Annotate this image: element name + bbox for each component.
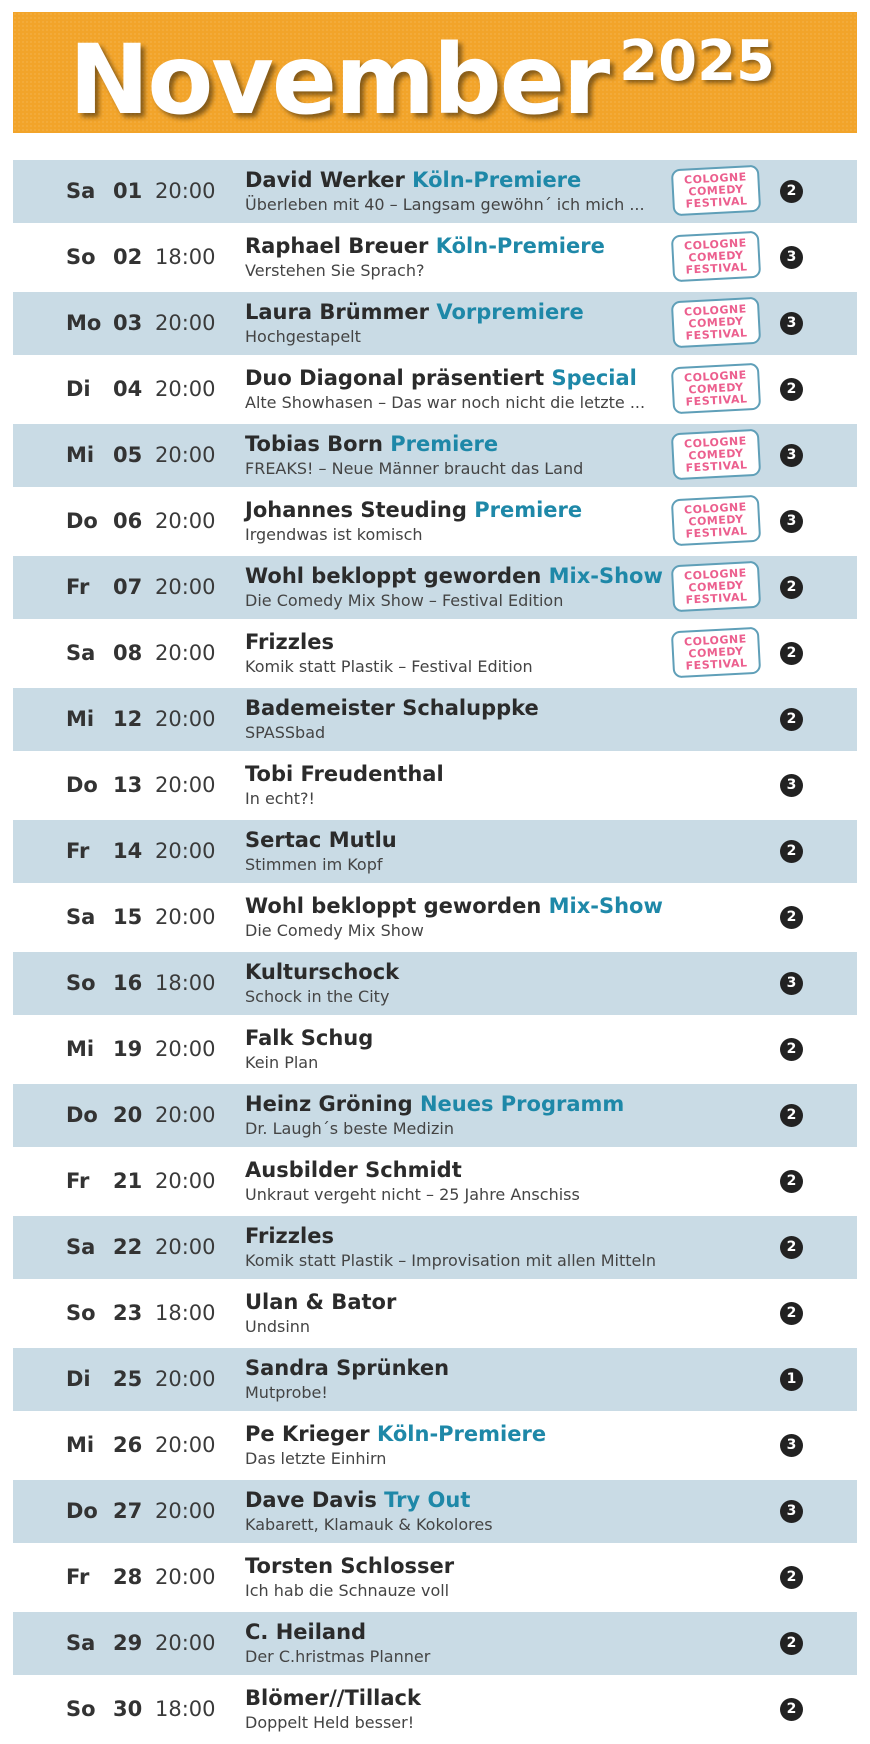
event-tag: Vorpremiere: [436, 300, 584, 324]
event-row: [13, 1348, 857, 1411]
event-artist: Frizzles: [245, 1224, 334, 1248]
event-weekday: Mi: [66, 707, 95, 731]
event-weekday: Di: [66, 1367, 91, 1391]
category-badge: 1: [780, 1368, 803, 1391]
event-title: [245, 232, 605, 260]
event-artist: Frizzles: [245, 630, 334, 654]
event-row: [13, 490, 857, 553]
event-tag: Mix-Show: [548, 894, 663, 918]
category-badge: 3: [780, 444, 803, 467]
festival-logo-line: COLOGNE: [683, 169, 747, 187]
event-artist: Wohl bekloppt geworden: [245, 564, 542, 588]
event-row: [13, 160, 857, 223]
event-artist: Ausbilder Schmidt: [245, 1158, 462, 1182]
event-date: 21: [113, 1169, 143, 1193]
event-subtitle: Alte Showhasen – Das war noch nicht die letzte ...: [245, 393, 646, 412]
category-badge: 2: [780, 1302, 803, 1325]
category-badge: 2: [780, 1104, 803, 1127]
event-title: [245, 1024, 373, 1052]
event-row: [13, 1018, 857, 1081]
event-weekday: So: [66, 971, 96, 995]
event-artist: Duo Diagonal präsentiert: [245, 366, 545, 390]
category-badge: 2: [780, 1698, 803, 1721]
event-title: [245, 694, 539, 722]
event-title: [245, 1288, 396, 1316]
event-time: 20:00: [155, 641, 216, 665]
category-badge: 3: [780, 774, 803, 797]
event-weekday: Sa: [66, 905, 96, 929]
event-title: [245, 1684, 421, 1712]
event-time: 20:00: [155, 1235, 216, 1259]
event-subtitle: Schock in the City: [245, 987, 390, 1006]
category-badge: 2: [780, 180, 803, 203]
event-title: [245, 1222, 334, 1250]
event-subtitle: Mutprobe!: [245, 1383, 328, 1402]
category-badge: 2: [780, 708, 803, 731]
event-title: [245, 1618, 366, 1646]
event-artist: Johannes Steuding: [245, 498, 467, 522]
event-date: 27: [113, 1499, 143, 1523]
festival-logo-line: COLOGNE: [683, 433, 747, 451]
festival-logo-line: FESTIVAL: [685, 259, 748, 277]
category-badge: 2: [780, 642, 803, 665]
event-subtitle: Das letzte Einhirn: [245, 1449, 387, 1468]
category-badge: 2: [780, 1236, 803, 1259]
event-subtitle: Komik statt Plastik – Improvisation mit allen Mitteln: [245, 1251, 656, 1270]
event-title: [245, 760, 444, 788]
event-time: 20:00: [155, 905, 216, 929]
event-row: [13, 1546, 857, 1609]
festival-logo-line: FESTIVAL: [685, 523, 748, 541]
event-time: 18:00: [155, 245, 216, 269]
cologne-comedy-festival-logo: [671, 231, 761, 283]
event-date: 03: [113, 311, 143, 335]
event-time: 18:00: [155, 1697, 216, 1721]
category-badge: 2: [780, 1566, 803, 1589]
cologne-comedy-festival-logo: [671, 363, 761, 415]
cologne-comedy-festival-logo: [671, 627, 761, 679]
event-row: [13, 622, 857, 685]
event-date: 22: [113, 1235, 143, 1259]
event-weekday: Sa: [66, 179, 96, 203]
event-date: 15: [113, 905, 143, 929]
cologne-comedy-festival-logo: [671, 165, 761, 217]
event-time: 18:00: [155, 1301, 216, 1325]
category-badge: 2: [780, 840, 803, 863]
festival-logo-line: COLOGNE: [683, 235, 747, 253]
event-tag: Premiere: [474, 498, 583, 522]
event-time: 20:00: [155, 707, 216, 731]
event-subtitle: Dr. Laugh´s beste Medizin: [245, 1119, 454, 1138]
event-time: 20:00: [155, 1103, 216, 1127]
category-badge: 3: [780, 510, 803, 533]
event-subtitle: Überleben mit 40 – Langsam gewöhn´ ich mich ...: [245, 195, 645, 214]
category-badge: 3: [780, 312, 803, 335]
event-date: 26: [113, 1433, 143, 1457]
event-title: [245, 496, 582, 524]
festival-logo-line: FESTIVAL: [685, 391, 748, 409]
event-date: 25: [113, 1367, 143, 1391]
event-date: 04: [113, 377, 143, 401]
category-badge: 3: [780, 1434, 803, 1457]
event-weekday: Fr: [66, 575, 90, 599]
category-badge: 2: [780, 576, 803, 599]
event-artist: Tobias Born: [245, 432, 383, 456]
event-row: [13, 1282, 857, 1345]
event-artist: Raphael Breuer: [245, 234, 429, 258]
event-date: 29: [113, 1631, 143, 1655]
event-date: 06: [113, 509, 143, 533]
event-subtitle: Die Comedy Mix Show: [245, 921, 424, 940]
event-time: 20:00: [155, 1433, 216, 1457]
cologne-comedy-festival-logo: [671, 429, 761, 481]
event-title: [245, 1354, 449, 1382]
event-subtitle: Kabarett, Klamauk & Kokolores: [245, 1515, 493, 1534]
event-row: [13, 1480, 857, 1543]
event-tag: Special: [551, 366, 637, 390]
event-weekday: Mi: [66, 443, 95, 467]
event-date: 19: [113, 1037, 143, 1061]
year-label: 2025: [619, 29, 775, 94]
event-row: [13, 1678, 857, 1741]
event-weekday: Mi: [66, 1037, 95, 1061]
event-artist: C. Heiland: [245, 1620, 367, 1644]
event-time: 20:00: [155, 1169, 216, 1193]
event-title: [245, 1420, 546, 1448]
event-date: 28: [113, 1565, 143, 1589]
event-tag: Mix-Show: [548, 564, 663, 588]
event-subtitle: Doppelt Held besser!: [245, 1713, 415, 1732]
event-artist: Ulan & Bator: [245, 1290, 397, 1314]
event-date: 14: [113, 839, 143, 863]
event-time: 20:00: [155, 179, 216, 203]
event-subtitle: Der C.hristmas Planner: [245, 1647, 431, 1666]
event-artist: Bademeister Schaluppke: [245, 696, 539, 720]
event-list: [13, 160, 857, 1744]
event-row: [13, 754, 857, 817]
festival-logo-line: COMEDY: [688, 512, 744, 528]
event-artist: Dave Davis: [245, 1488, 377, 1512]
event-title: [245, 628, 334, 656]
event-subtitle: SPASSbad: [245, 723, 326, 742]
festival-logo-line: COLOGNE: [683, 631, 747, 649]
event-weekday: So: [66, 1697, 96, 1721]
festival-logo-line: FESTIVAL: [685, 457, 748, 475]
event-artist: Pe Krieger: [245, 1422, 370, 1446]
event-row: [13, 292, 857, 355]
event-tag: Try Out: [384, 1488, 471, 1512]
event-row: [13, 820, 857, 883]
month-title: November: [69, 24, 609, 133]
event-tag: Köln-Premiere: [435, 234, 605, 258]
event-date: 12: [113, 707, 143, 731]
event-date: 13: [113, 773, 143, 797]
event-row: [13, 556, 857, 619]
event-row: [13, 1084, 857, 1147]
category-badge: 2: [780, 378, 803, 401]
event-subtitle: Die Comedy Mix Show – Festival Edition: [245, 591, 564, 610]
event-title: [245, 958, 399, 986]
event-date: 23: [113, 1301, 143, 1325]
cologne-comedy-festival-logo: [671, 561, 761, 613]
event-row: [13, 424, 857, 487]
event-row: [13, 886, 857, 949]
event-date: 20: [113, 1103, 143, 1127]
festival-logo-line: FESTIVAL: [685, 325, 748, 343]
event-row: [13, 688, 857, 751]
event-row: [13, 952, 857, 1015]
event-time: 20:00: [155, 311, 216, 335]
festival-logo-line: COMEDY: [688, 182, 744, 198]
event-title: [245, 1486, 470, 1514]
festival-logo-line: COMEDY: [688, 446, 744, 462]
event-time: 18:00: [155, 971, 216, 995]
festival-logo-line: COMEDY: [688, 578, 744, 594]
event-row: [13, 1612, 857, 1675]
event-title: [245, 430, 498, 458]
event-weekday: So: [66, 245, 96, 269]
category-badge: 2: [780, 1038, 803, 1061]
event-title: [245, 364, 637, 392]
event-artist: Sandra Sprünken: [245, 1356, 450, 1380]
event-date: 16: [113, 971, 143, 995]
event-title: [245, 298, 584, 326]
event-title: [245, 892, 663, 920]
event-row: [13, 358, 857, 421]
event-artist: Sertac Mutlu: [245, 828, 397, 852]
month-header: [13, 12, 857, 133]
event-title: [245, 1156, 462, 1184]
event-row: [13, 226, 857, 289]
category-badge: 3: [780, 972, 803, 995]
event-weekday: Do: [66, 773, 98, 797]
event-weekday: Sa: [66, 641, 96, 665]
event-artist: Kulturschock: [245, 960, 400, 984]
festival-logo-line: COMEDY: [688, 380, 744, 396]
category-badge: 3: [780, 246, 803, 269]
event-subtitle: Undsinn: [245, 1317, 311, 1336]
event-time: 20:00: [155, 1499, 216, 1523]
festival-logo-line: FESTIVAL: [685, 193, 748, 211]
event-subtitle: Komik statt Plastik – Festival Edition: [245, 657, 533, 676]
event-date: 01: [113, 179, 143, 203]
event-weekday: Mo: [66, 311, 102, 335]
event-weekday: Sa: [66, 1235, 96, 1259]
event-artist: Falk Schug: [245, 1026, 374, 1050]
festival-logo-line: COLOGNE: [683, 301, 747, 319]
event-weekday: Sa: [66, 1631, 96, 1655]
event-time: 20:00: [155, 509, 216, 533]
category-badge: 3: [780, 1500, 803, 1523]
event-subtitle: Kein Plan: [245, 1053, 319, 1072]
event-tag: Premiere: [390, 432, 499, 456]
event-row: [13, 1150, 857, 1213]
category-badge: 2: [780, 1170, 803, 1193]
event-row: [13, 1216, 857, 1279]
event-weekday: Mi: [66, 1433, 95, 1457]
festival-logo-line: COLOGNE: [683, 565, 747, 583]
event-weekday: Fr: [66, 839, 90, 863]
event-subtitle: Unkraut vergeht nicht – 25 Jahre Anschiss: [245, 1185, 580, 1204]
event-time: 20:00: [155, 1565, 216, 1589]
event-artist: David Werker: [245, 168, 405, 192]
event-time: 20:00: [155, 575, 216, 599]
event-date: 07: [113, 575, 143, 599]
festival-logo-line: COMEDY: [688, 314, 744, 330]
event-date: 05: [113, 443, 143, 467]
festival-logo-line: COMEDY: [688, 248, 744, 264]
event-title: [245, 1552, 454, 1580]
event-artist: Tobi Freudenthal: [245, 762, 444, 786]
event-title: [245, 826, 397, 854]
event-time: 20:00: [155, 1037, 216, 1061]
event-weekday: Fr: [66, 1169, 90, 1193]
event-time: 20:00: [155, 443, 216, 467]
festival-logo-line: COLOGNE: [683, 367, 747, 385]
event-title: [245, 166, 581, 194]
event-weekday: So: [66, 1301, 96, 1325]
event-tag: Köln-Premiere: [376, 1422, 547, 1446]
event-tag: Neues Programm: [419, 1092, 625, 1116]
cologne-comedy-festival-logo: [671, 297, 761, 349]
event-subtitle: Irgendwas ist komisch: [245, 525, 423, 544]
event-artist: Laura Brümmer: [245, 300, 430, 324]
event-subtitle: Ich hab die Schnauze voll: [245, 1581, 450, 1600]
event-subtitle: Hochgestapelt: [245, 327, 361, 346]
event-time: 20:00: [155, 839, 216, 863]
festival-logo-line: FESTIVAL: [685, 589, 748, 607]
event-weekday: Di: [66, 377, 91, 401]
event-subtitle: Stimmen im Kopf: [245, 855, 383, 874]
event-subtitle: FREAKS! – Neue Männer braucht das Land: [245, 459, 584, 478]
cologne-comedy-festival-logo: [671, 495, 761, 547]
festival-logo-line: COLOGNE: [683, 499, 747, 517]
event-time: 20:00: [155, 1631, 216, 1655]
event-title: [245, 1090, 624, 1118]
event-weekday: Fr: [66, 1565, 90, 1589]
event-subtitle: In echt?!: [245, 789, 315, 808]
event-weekday: Do: [66, 1103, 98, 1127]
event-time: 20:00: [155, 1367, 216, 1391]
event-row: [13, 1414, 857, 1477]
event-tag: Köln-Premiere: [412, 168, 582, 192]
event-artist: Heinz Gröning: [245, 1092, 413, 1116]
event-artist: Blömer//Tillack: [245, 1686, 421, 1710]
event-date: 08: [113, 641, 143, 665]
event-time: 20:00: [155, 773, 216, 797]
festival-logo-line: FESTIVAL: [685, 655, 748, 673]
event-time: 20:00: [155, 377, 216, 401]
event-weekday: Do: [66, 1499, 98, 1523]
category-badge: 2: [780, 1632, 803, 1655]
event-title: [245, 562, 663, 590]
event-date: 30: [113, 1697, 143, 1721]
festival-logo-line: COMEDY: [688, 644, 744, 660]
event-weekday: Do: [66, 509, 98, 533]
category-badge: 2: [780, 906, 803, 929]
event-date: 02: [113, 245, 143, 269]
event-artist: Wohl bekloppt geworden: [245, 894, 542, 918]
event-subtitle: Verstehen Sie Sprach?: [245, 261, 425, 280]
event-artist: Torsten Schlosser: [245, 1554, 455, 1578]
